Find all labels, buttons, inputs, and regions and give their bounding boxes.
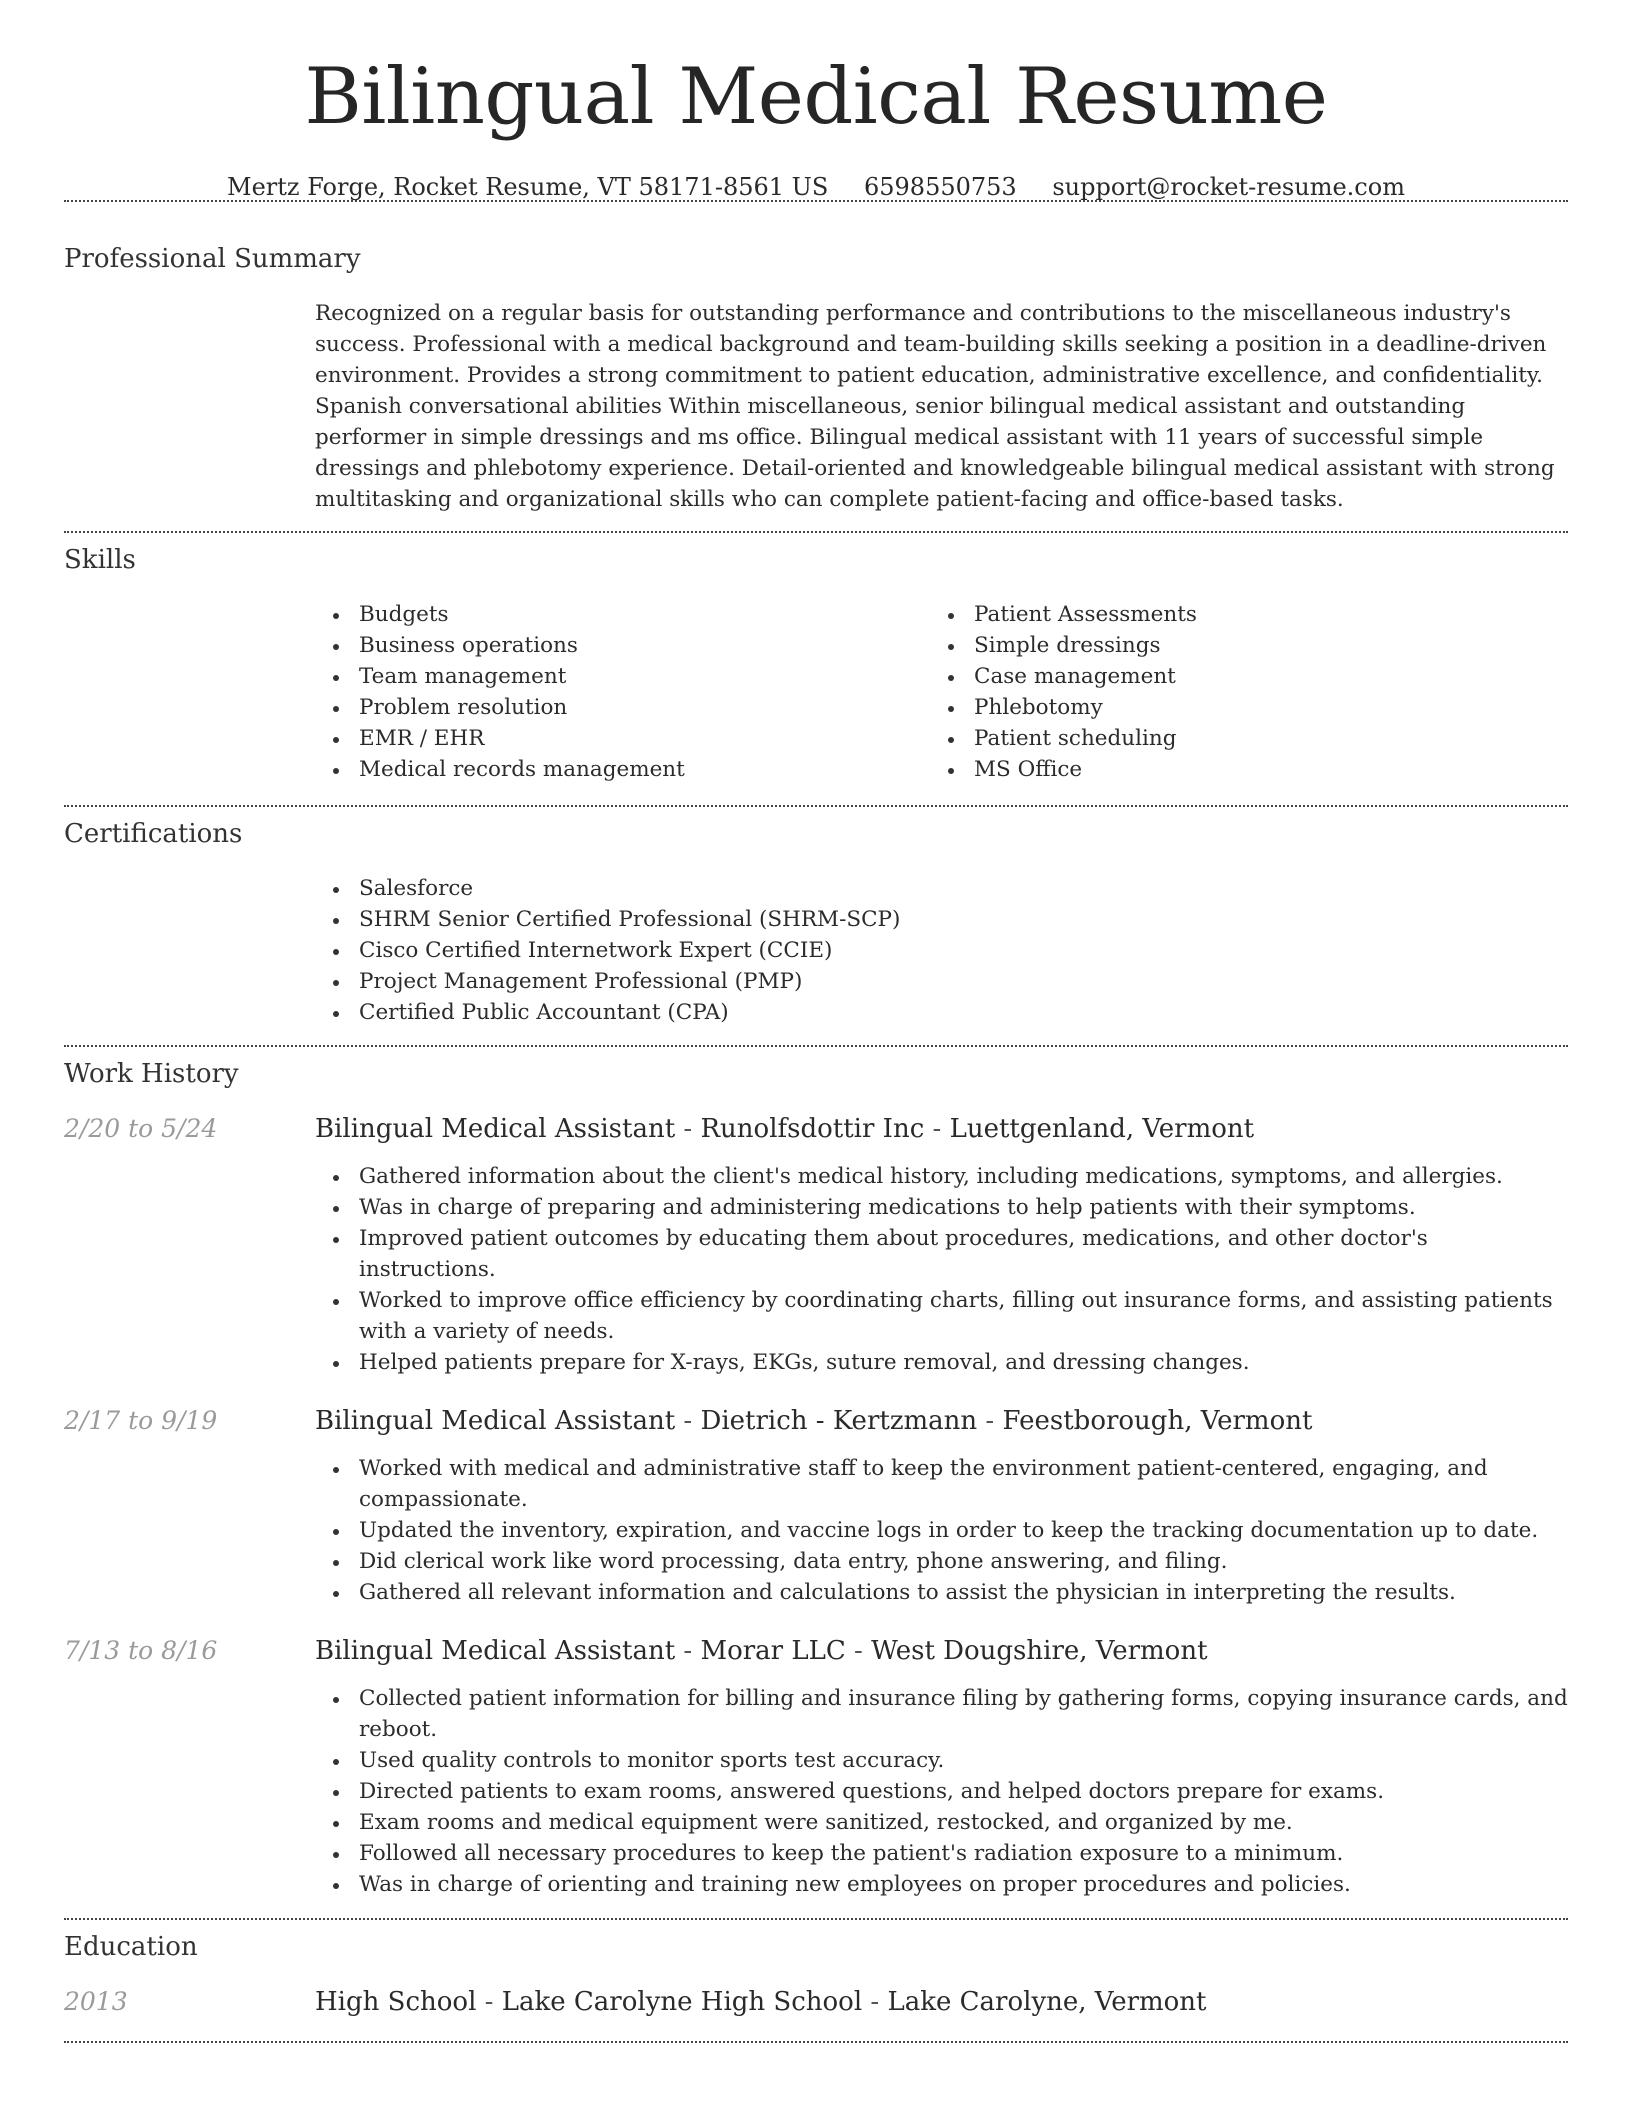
job-duty: Was in charge of orienting and training new employees on proper procedures and policies. [315,1869,1568,1900]
divider [64,2041,1568,2043]
skills-list-left [315,599,930,785]
contact-line [64,150,1568,200]
skill-item: Budgets [315,599,930,630]
education-degree: High School [315,1987,477,2017]
job-employer: Runolfsdottir Inc [700,1114,925,1144]
skill-item: Business operations [315,630,930,661]
skill-item: Patient scheduling [930,723,1545,754]
email[interactable]: support@rocket-resume.com [1052,173,1405,201]
job-title: Bilingual Medical Assistant - Runolfsdottir Inc - Luettgenland, Vermont [315,1114,1255,1144]
certification-item: Salesforce [315,873,1568,904]
skill-item: EMR / EHR [315,723,930,754]
certification-item: Cisco Certified Internetwork Expert (CCIE) [315,935,1568,966]
summary-text: Recognized on a regular basis for outstanding performance and contributions to the miscellaneous industry's success. Professional with a medical background and team-building skills seeking a position in a deadline-driven environment. Provides a strong commitment to patient education, administrative excellence, and confidentiality. Spanish conversational abilities Within miscellaneous, senior bilingual medical assistant and outstanding performer in simple dressings and ms office. Bilingual medical assistant with 11 years of successful simple dressings and phlebotomy experience. Detail-oriented and knowledgeable bilingual medical assistant with strong multitasking and organizational skills who can complete patient-facing and office-based tasks. [315,301,1555,512]
job-duty: Followed all necessary procedures to keep the patient's radiation exposure to a minimum. [315,1838,1568,1869]
education-location: Lake Carolyne, Vermont [887,1987,1207,2017]
summary-section [64,202,1568,515]
job-duties [315,1683,1568,1900]
skill-item: Phlebotomy [930,692,1545,723]
job-duty: Updated the inventory, expiration, and vaccine logs in order to keep the tracking documentation up to date. [315,1515,1568,1546]
skill-item: Team management [315,661,930,692]
job-dates: 2/17 to 9/19 [64,1406,218,1435]
skill-item: Simple dressings [930,630,1545,661]
job-duty: Exam rooms and medical equipment were sanitized, restocked, and organized by me. [315,1807,1568,1838]
job-duty: Gathered all relevant information and calculations to assist the physician in interpreting the results. [315,1577,1568,1608]
job-role: Bilingual Medical Assistant [315,1406,676,1436]
job-entry [64,1636,1568,1900]
job-duties [315,1453,1568,1608]
job-employer: Dietrich - Kertzmann [700,1406,978,1436]
job-dates: 7/13 to 8/16 [64,1636,218,1665]
resume-page [64,0,1568,2043]
skill-item: Patient Assessments [930,599,1545,630]
job-duty: Improved patient outcomes by educating them about procedures, medications, and other doctor's instructions. [315,1223,1568,1285]
certifications-list [315,873,1568,1028]
job-duty: Worked to improve office efficiency by coordinating charts, filling out insurance forms, and assisting patients with a variety of needs. [315,1285,1568,1347]
job-duty: Used quality controls to monitor sports test accuracy. [315,1745,1568,1776]
section-title-skills: Skills [64,545,136,575]
certifications-section [64,807,1568,1028]
address: Mertz Forge, Rocket Resume, VT 58171-8561 US [227,173,829,201]
job-duty: Directed patients to exam rooms, answered questions, and helped doctors prepare for exams. [315,1776,1568,1807]
skill-item: Case management [930,661,1545,692]
job-location: Luettgenland, Vermont [949,1114,1255,1144]
certification-item: Certified Public Accountant (CPA) [315,997,1568,1028]
section-title-summary: Professional Summary [64,244,361,274]
job-duty: Did clerical work like word processing, data entry, phone answering, and filing. [315,1546,1568,1577]
section-title-work-history: Work History [64,1059,239,1089]
job-duty: Helped patients prepare for X-rays, EKGs, suture removal, and dressing changes. [315,1347,1568,1378]
phone: 6598550753 [863,173,1017,201]
job-duty: Worked with medical and administrative staff to keep the environment patient-centered, engaging, and compassionate. [315,1453,1568,1515]
job-role: Bilingual Medical Assistant [315,1636,676,1666]
education-section [64,1920,1568,2017]
certification-item: Project Management Professional (PMP) [315,966,1568,997]
job-dates: 2/20 to 5/24 [64,1114,218,1143]
job-entry [64,1406,1568,1608]
section-title-certifications: Certifications [64,819,243,849]
job-duty: Gathered information about the client's medical history, including medications, symptoms, and allergies. [315,1161,1568,1192]
education-school: Lake Carolyne High School [501,1987,863,2017]
job-duty: Collected patient information for billing and insurance filing by gathering forms, copying insurance cards, and reboot. [315,1683,1568,1745]
resume-title: Bilingual Medical Resume [304,52,1328,142]
job-location: West Dougshire, Vermont [871,1636,1208,1666]
job-title: Bilingual Medical Assistant - Morar LLC - West Dougshire, Vermont [315,1636,1208,1666]
job-role: Bilingual Medical Assistant [315,1114,676,1144]
skill-item: Problem resolution [315,692,930,723]
job-entry [64,1114,1568,1378]
section-title-education: Education [64,1932,198,1962]
skill-item: MS Office [930,754,1545,785]
education-year: 2013 [64,1987,128,2016]
education-title: High School - Lake Carolyne High School - Lake Carolyne, Vermont [315,1987,1207,2017]
skill-item: Medical records management [315,754,930,785]
job-employer: Morar LLC [700,1636,846,1666]
certification-item: SHRM Senior Certified Professional (SHRM-SCP) [315,904,1568,935]
skills-list-right [930,599,1545,785]
job-duties [315,1161,1568,1378]
job-location: Feestborough, Vermont [1002,1406,1313,1436]
job-duty: Was in charge of preparing and administering medications to help patients with their symptoms. [315,1192,1568,1223]
skills-section [64,533,1568,785]
work-history-section [64,1047,1568,1900]
job-title: Bilingual Medical Assistant - Dietrich - Kertzmann - Feestborough, Vermont [315,1406,1313,1436]
